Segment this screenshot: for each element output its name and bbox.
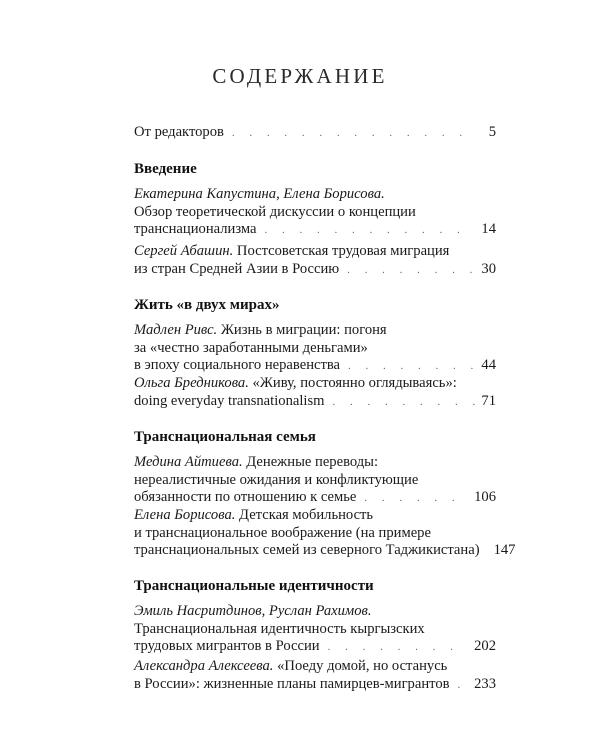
entry-title: Транснациональная идентичность кыргызских [134, 620, 425, 637]
page-number: 5 [488, 124, 496, 140]
page-number: 106 [474, 489, 496, 505]
entry-title: От редакторов [134, 124, 224, 140]
entry-author: Екатерина Капустина, Елена Борисова. [134, 186, 385, 202]
entry-author: Александра Алексеева. [134, 658, 274, 674]
toc-entry[interactable]: Сергей Абашин. Постсоветская трудовая миграция из стран Средней Азии в Россию . . . 30 [134, 243, 496, 279]
section-heading: Введение [134, 161, 197, 177]
page-title: СОДЕРЖАНИЕ [212, 64, 388, 88]
toc-entry[interactable]: Медина Айтиева. Денежные переводы: нереалистичные ожидания и конфликтующие обязанности по отношению к семье . . . 106 [134, 454, 496, 508]
entry-title: в эпоху социального неравенства [134, 357, 341, 373]
entry-title: нереалистичные ожидания и конфликтующие [134, 471, 419, 488]
toc-entry[interactable]: Елена Борисова. Детская мобильность и транснациональное воображение (на примере транснациональных семей из северного Таджикистана) 147 [134, 507, 516, 558]
page-number: 233 [474, 675, 496, 692]
leader-dots [265, 222, 476, 240]
entry-title: в России»: жизненные планы памирцев-мигрантов [134, 675, 450, 692]
page-number: 147 [493, 542, 516, 558]
entry-title: за «честно заработанными деньгами» [134, 339, 368, 356]
toc-page [134, 0, 516, 750]
toc-entry-editors[interactable] [134, 124, 496, 143]
page-number: 44 [481, 357, 496, 373]
entry-title: транснационализма [134, 221, 257, 237]
leader-dots [328, 639, 469, 657]
section-heading: Транснациональные идентичности [134, 578, 374, 594]
entry-title: обязанности по отношению к семье [134, 489, 357, 505]
section-heading: Транснациональная семья [134, 429, 316, 445]
leader-dots [332, 394, 475, 412]
entry-title: и транснациональное воображение (на примере [134, 524, 431, 541]
toc-entry[interactable]: Ольга Бредникова. «Живу, постоянно оглядываясь»: doing everyday transnationalism . . . 71 [134, 375, 496, 411]
toc-entry[interactable]: Александра Алексеева. «Поеду домой, но останусь в России»: жизненные планы памирцев-мигрантов . . . 233 [134, 658, 496, 694]
leader-dots [347, 262, 475, 280]
toc-entry[interactable] [134, 603, 496, 657]
page-number: 14 [481, 221, 496, 237]
entry-title: из стран Средней Азии в Россию [134, 260, 340, 277]
leader-dots [348, 358, 475, 376]
page-number: 71 [481, 392, 496, 409]
leader-dots [458, 677, 469, 695]
entry-author: Мадлен Ривс. [134, 322, 218, 338]
entry-title: Обзор теоретической дискуссии о концепции [134, 203, 416, 220]
page-number: 30 [481, 260, 496, 277]
page-number: 202 [474, 638, 496, 654]
entry-title: транснациональных семей из северного Таджикистана) [134, 542, 480, 558]
entry-title: трудовых мигрантов в России [134, 638, 320, 654]
section-heading: Жить «в двух мирах» [134, 297, 280, 313]
leader-dots [232, 125, 476, 143]
toc-entry[interactable] [134, 186, 496, 240]
entry-author: Медина Айтиева. [134, 454, 243, 470]
entry-author: Елена Борисова. [134, 507, 236, 523]
leader-dots [364, 490, 468, 508]
entry-author: Эмиль Насритдинов, Руслан Рахимов. [134, 603, 372, 619]
entry-author: Ольга Бредникова. [134, 375, 249, 391]
entry-author: Сергей Абашин. [134, 243, 234, 259]
entry-title: doing everyday transnationalism [134, 392, 325, 409]
toc-entry[interactable]: Мадлен Ривс. Жизнь в миграции: погоня за «честно заработанными деньгами» в эпоху социального неравенства . . . 44 [134, 322, 496, 376]
